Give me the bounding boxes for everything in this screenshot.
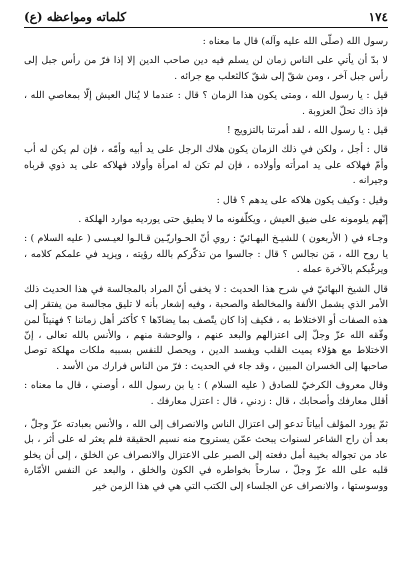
paragraph: قال الشيخ البهائيّ في شرح هذا الحديث : لا يخفى أنّ المراد بالمجالسة في هذا الحديث ذلك الأمر الذي يشمل الألفة والمخالطة والصحبة ، وفيه إشعار بأنه لا تليق مجالسة من يفتقر إلى هذه الصفات أو الاختلاط به ، فكيف إذا كان يتّصف بما يضادّها ؟ كأكثر أهل زماننا ؟ فهنيئاً لمن وفّقه الله عزّ وجلّ إلى اعتزالهم والبعد عنهم ، والوحشة منهم ، والأنس بالله تعالى ، إنّ الاختلاط مع هؤلاء يميت القلب ويفسد الدين ، ويحصل للنفس بسببه ملكات مهلكة توصل صاحبها إلى الخسران المبين ، وقد جاء في الحديث : فرّ من الناس فرارك من الأسد . [24,283,388,372]
running-title: كلماته ومواعظه (ع) [24,10,127,24]
paragraph: لا بدّ أن يأتي على الناس زمان لن يسلم فيه دين صاحب الدين إلا إذا فرّ من رأس جبل إلى رأس جبل آخر ، ومن شقّ إلى شقّ كالثعلب مع جرائه . [24,55,388,82]
page-header [24,10,388,28]
paragraph: إنّهم يلومونه على ضيق العيش ، ويكلّفونه ما لا يطيق حتى يورديه موارد الهلكة . [78,214,388,226]
paragraph: ثمّ يورد المؤلف أبياتاً تدعو إلى اعتزال الناس والانصراف إلى الله ، والأنس بعبادته عزّ وجلّ ، بعد أن راح الشاعر لسنوات يبحث عمّن يستروح منه نسيم الحقيقة فلم يعثر له على أثر ، بل عاد من تجواله بخيبة أمل دفعته إلى الصبر على الاعتزال والانصراف عن الخلق ، إلى أن يخلو قلبه على الله عزّ وجلّ ، سارحاً بخواطره في الكون والخلق ، والبعد عن النفس الأمّارة ووسوستها ، والانصراف عن الجلساء إلى الكتب التي هي في هذا الزمن خير [24,418,388,492]
paragraph: قيل : يا رسول الله ، ومتى يكون هذا الزمان ؟ قال : عندما لا يُنال العيش إلّا بمعاصي الله ، فإذ ذاك تحلّ العزوبة . [24,90,388,117]
page-number: ١٧٤ [368,10,388,24]
paragraph: وجـاء في ( الأربعون ) للشيـخ البهـائيّ : روي أنّ الحـواريّـين قـالـوا لعيـسى ( عليه السلام ) : يا روح الله ، مَن نجالس ؟ قال : جالسوا من تذكّركم بالله رؤيته ، ويزيد في علمكم كلامه ، ويرغّبكم بالآخرة عمله . [24,233,388,276]
paragraph: رسول الله (صلّى الله عليه وآله) قال ما معناه : [202,36,388,47]
paragraph: قيل : يا رسول الله ، لقد أمرتنا بالتزويج ! [226,125,388,137]
paragraph: وقيل : وكيف يكون هلاكه على يدهم ؟ قال : [216,194,388,206]
paragraph: قال : أجل ، ولكن في ذلك الزمان يكون هلاك الرجل على يد أبيه وأمّه ، فإن لم يكن له أب وأمّ فهلاكه على يد امرأته وأولاده ، فإن لم تكن له امرأة وأولاد فهلاكه على يد ذوي قرباه وجيرانه . [24,144,388,187]
body-text [24,34,388,494]
paragraph: وقال معروف الكرخيّ للصادق ( عليه السلام ) : يا بن رسول الله ، أوصني ، قال ما معناه : أقلل معارفك وأصحابك ، قال : زدني ، قال : اعتزل معارفك . [24,380,388,407]
